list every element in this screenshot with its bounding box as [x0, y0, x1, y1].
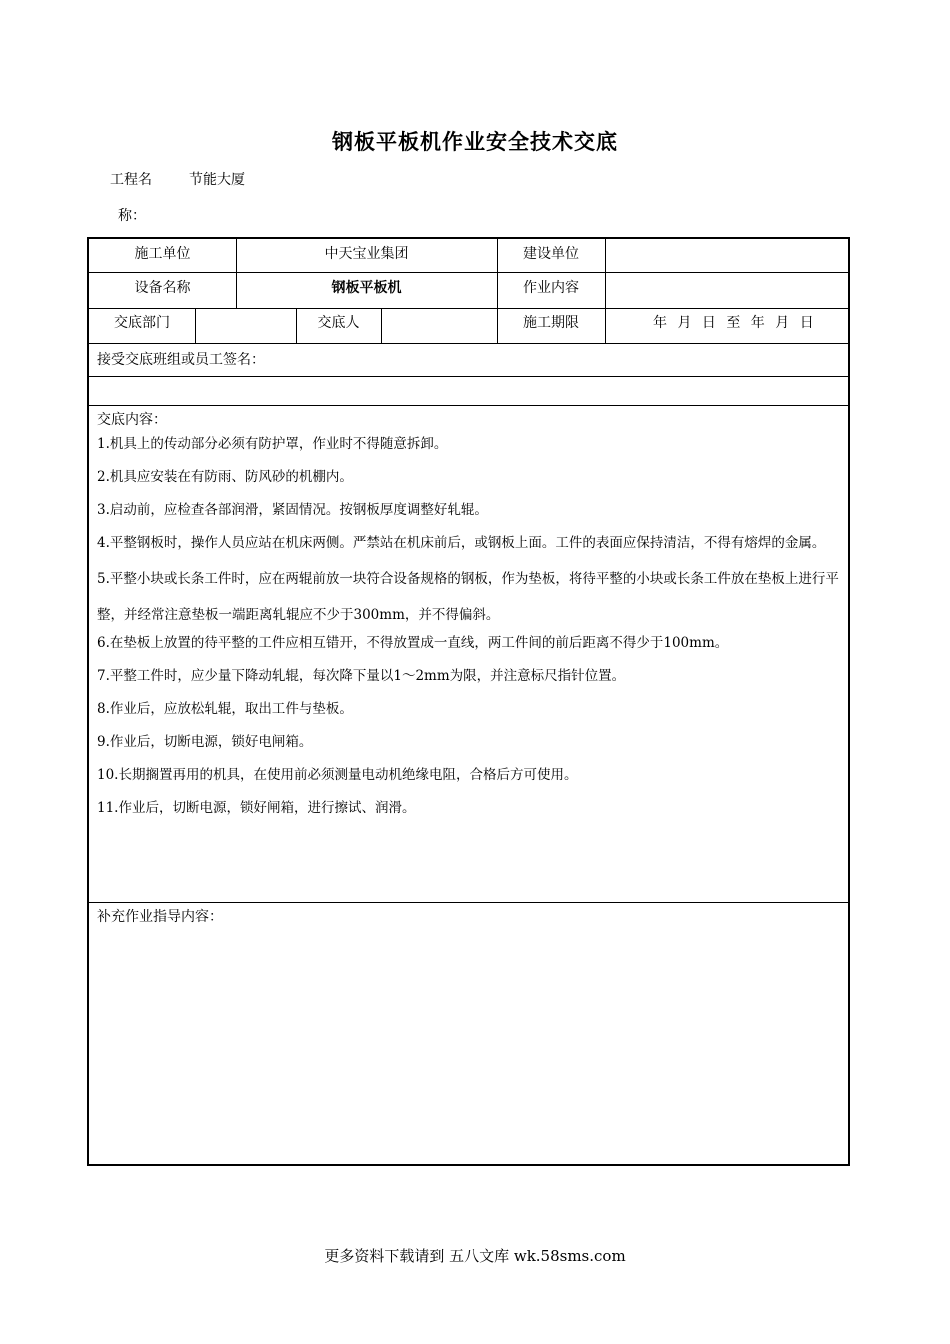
equipment-name-value: 钢板平板机 [331, 280, 402, 296]
supplement-label: 补充作业指导内容： [97, 909, 223, 925]
row-divider [89, 376, 848, 377]
disclosure-form-table [87, 237, 850, 1166]
project-name-value: 节能大厦 [189, 172, 245, 188]
department-label: 交底部门 [114, 315, 170, 331]
list-item: 1.机具上的传动部分必须有防护罩，作业时不得随意拆卸。 [97, 436, 448, 452]
project-name-label: 工程名 [110, 172, 152, 188]
construction-unit-label: 施工单位 [134, 246, 191, 262]
list-item: 5.平整小块或长条工件时，应在两辊前放一块符合设备规格的钢板，作为垫板，将待平整的小块或长条工件放在垫板上进行平整，并经常注意垫板一端距离轧辊应不少于300mm，并不得偏斜。 [97, 571, 839, 623]
row-divider [89, 272, 848, 273]
list-item: 9.作业后，切断电源，锁好电闸箱。 [97, 734, 313, 750]
period-label: 施工期限 [523, 315, 579, 331]
disclosure-content [97, 434, 842, 831]
page-title: 钢板平板机作业安全技术交底 [332, 130, 618, 154]
construction-unit-value: 中天宝业集团 [324, 246, 409, 262]
column-divider [605, 308, 606, 343]
row-divider [89, 343, 848, 344]
column-divider [381, 308, 382, 343]
list-item: 6.在垫板上放置的待平整的工件应相互错开，不得放置成一直线，两工件间的前后距离不得少于100mm。 [97, 635, 729, 651]
period-value: 年 月 日 至 年 月 日 [653, 315, 814, 331]
column-divider [605, 239, 606, 308]
list-item: 2.机具应安装在有防雨、防风砂的机棚内。 [97, 469, 353, 485]
equipment-name-label: 设备名称 [134, 280, 191, 296]
list-item: 11.作业后，切断电源，锁好闸箱，进行擦试、润滑。 [97, 800, 416, 816]
discloser-label: 交底人 [317, 315, 360, 331]
disclosure-label: 交底内容： [97, 412, 167, 428]
row-divider [89, 405, 848, 406]
project-name-label-suffix: 称： [118, 208, 146, 224]
column-divider [195, 308, 196, 343]
list-item: 3.启动前，应检查各部润滑，紧固情况。按钢板厚度调整好轧辊。 [97, 502, 488, 518]
row-divider [89, 308, 848, 309]
list-item: 4.平整钢板时，操作人员应站在机床两侧。严禁站在机床前后，或钢板上面。工件的表面应保持清洁，不得有熔焊的金属。 [97, 535, 826, 551]
list-item: 8.作业后，应放松轧辊，取出工件与垫板。 [97, 701, 353, 717]
footer-link[interactable]: 更多资料下载请到 五八文库 wk.58sms.com [324, 1247, 626, 1265]
row-divider [89, 902, 848, 903]
work-content-label: 作业内容 [523, 280, 579, 296]
list-item: 7.平整工件时，应少量下降动轧辊，每次降下量以1～2mm为限，并注意标尺指针位置。 [97, 668, 626, 684]
signature-label: 接受交底班组或员工签名： [97, 352, 265, 368]
owner-unit-label: 建设单位 [523, 246, 579, 262]
list-item: 10.长期搁置再用的机具，在使用前必须测量电动机绝缘电阻，合格后方可使用。 [97, 767, 578, 783]
